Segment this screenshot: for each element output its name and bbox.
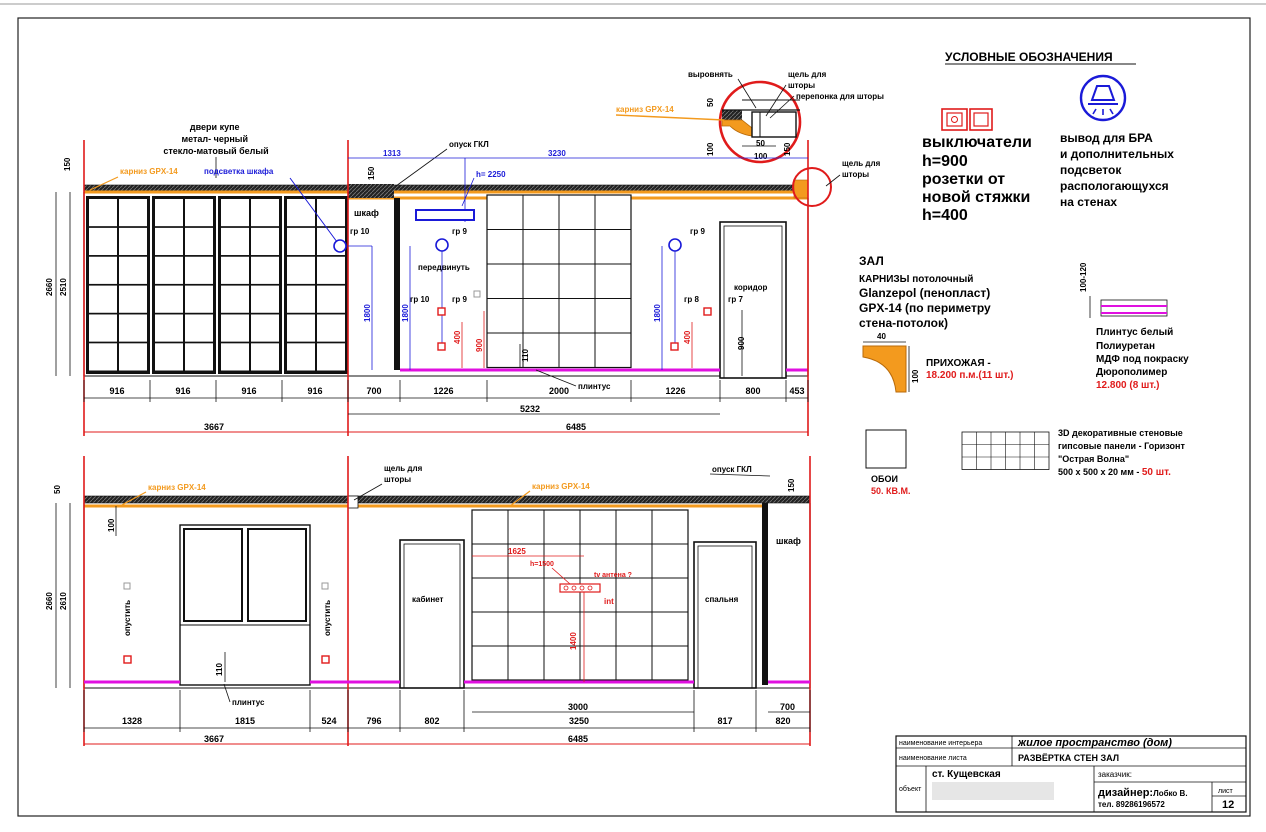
closet-door-pane: [317, 199, 345, 226]
closet-door-pane: [185, 314, 213, 341]
wallpaper-swatch: [866, 430, 906, 468]
svg-text:3230: 3230: [548, 149, 566, 158]
dimension-label: 796: [366, 716, 382, 726]
svg-text:100: 100: [754, 152, 768, 161]
closet-door-pane: [287, 257, 315, 284]
hall-qty: 18.200 п.м.(11 шт.): [926, 370, 1014, 381]
svg-text:гр 10: гр 10: [410, 295, 430, 304]
dimension-label: 1226: [665, 386, 686, 396]
list-number: 12: [1222, 799, 1235, 811]
svg-text:900: 900: [475, 338, 484, 352]
wallpaper-qty: 50. КВ.М.: [871, 486, 911, 496]
legend-plinth-text: Плинтус белый Полиуретан МДФ под покраску Дюрополимер: [1096, 327, 1189, 378]
closet-door-pane: [251, 286, 279, 313]
svg-text:700: 700: [780, 702, 796, 712]
dimension-label: 1226: [433, 386, 454, 396]
svg-text:передвинуть: передвинуть: [418, 263, 470, 272]
list-label: лист: [1218, 788, 1233, 795]
dimension-label: 3250: [568, 716, 590, 726]
designer-line: дизайнер:Лобко В.: [1098, 787, 1188, 799]
closet-door-pane: [119, 257, 147, 284]
object-label: объект: [899, 786, 922, 793]
closet-door-pane: [155, 228, 183, 255]
interior-label: наименование интерьера: [899, 740, 983, 747]
closet-door-pane: [119, 343, 147, 370]
svg-text:плинтус: плинтус: [232, 698, 265, 707]
closet-door-pane: [119, 314, 147, 341]
curtain-gap-detail: [616, 70, 884, 162]
svg-text:опустить: опустить: [323, 599, 332, 636]
svg-text:110: 110: [521, 349, 530, 362]
closet-door-pane: [251, 343, 279, 370]
closet-door-pane: [89, 343, 117, 370]
cornice-profile-icon: [863, 332, 920, 392]
closet-door-pane: [119, 199, 147, 226]
interior-value: жилое пространство (дом): [1018, 737, 1172, 749]
closet-door-pane: [317, 257, 345, 284]
svg-text:6485: 6485: [566, 422, 587, 432]
closet-door-pane: [287, 286, 315, 313]
closet-door-pane: [317, 314, 345, 341]
svg-text:спальня: спальня: [705, 595, 739, 604]
svg-text:int: int: [604, 597, 614, 606]
svg-text:2610: 2610: [59, 592, 68, 610]
svg-text:h= 2250: h= 2250: [476, 170, 506, 179]
svg-text:выровнять: выровнять: [688, 70, 733, 79]
wall-lamp-icon: [1081, 76, 1125, 120]
svg-text:150: 150: [787, 478, 796, 492]
dimension-label: 916: [241, 386, 257, 396]
dimension-label: 817: [717, 716, 733, 726]
svg-text:кабинет: кабинет: [412, 595, 444, 604]
closet-door-pane: [89, 199, 117, 226]
plinth-profile-icon: [1101, 300, 1167, 316]
dimension-chain-bottom: [84, 690, 810, 732]
plinth-dim: 100-120: [1079, 262, 1088, 292]
svg-text:плинтус: плинтус: [578, 382, 611, 391]
legend-title: УСЛОВНЫЕ ОБОЗНАЧЕНИЯ: [945, 50, 1113, 64]
svg-text:1800: 1800: [401, 304, 410, 322]
closet-door-pane: [317, 343, 345, 370]
dimension-label: 916: [307, 386, 323, 396]
svg-text:подсветка шкафа: подсветка шкафа: [204, 167, 274, 176]
dimension-label: 916: [175, 386, 191, 396]
dimension-label: 916: [109, 386, 125, 396]
closet-door-pane: [155, 257, 183, 284]
svg-text:100: 100: [911, 369, 920, 383]
svg-text:150: 150: [367, 166, 376, 180]
window-frame: [180, 525, 310, 685]
dimension-label: 453: [789, 386, 805, 396]
closet-door-pane: [155, 286, 183, 313]
customer-label: заказчик:: [1098, 770, 1132, 779]
wall-panel-grid-top: [487, 195, 631, 368]
svg-text:гр 9: гр 9: [452, 227, 467, 236]
svg-text:карниз GPX-14: карниз GPX-14: [616, 105, 674, 114]
svg-text:5232: 5232: [520, 404, 541, 414]
closet-door-pane: [119, 228, 147, 255]
closet-door-pane: [155, 343, 183, 370]
wallpaper-label: ОБОИ: [871, 474, 898, 484]
svg-text:1800: 1800: [363, 304, 372, 322]
tv-socket-block: [560, 584, 600, 592]
switch-symbol-icon: [942, 109, 992, 130]
svg-text:шкаф: шкаф: [354, 208, 379, 218]
svg-text:400: 400: [683, 330, 692, 344]
svg-text:гр 8: гр 8: [684, 295, 699, 304]
closet-door-pane: [185, 199, 213, 226]
top-elevation: [45, 122, 881, 436]
svg-text:щель для: щель для: [788, 70, 827, 79]
closet-door-pane: [287, 314, 315, 341]
closet-door-pane: [221, 286, 249, 313]
redacted-address: [932, 782, 1054, 800]
phone: тел. 89286196572: [1098, 800, 1165, 809]
svg-text:110: 110: [215, 663, 224, 676]
svg-text:опуск ГКЛ: опуск ГКЛ: [712, 465, 752, 474]
address-value: ст. Кущевская: [932, 769, 1001, 780]
svg-text:шторы: шторы: [384, 475, 412, 484]
closet-door-pane: [185, 257, 213, 284]
svg-text:1625: 1625: [508, 547, 526, 556]
closet-door-pane: [119, 286, 147, 313]
dimension-chain-top: [84, 380, 808, 402]
title-block: [896, 736, 1246, 812]
svg-text:шторы: шторы: [788, 81, 816, 90]
svg-text:h=1500: h=1500: [530, 561, 554, 568]
svg-text:шкаф: шкаф: [776, 536, 801, 546]
svg-text:2510: 2510: [59, 278, 68, 296]
svg-text:100: 100: [107, 518, 116, 532]
closet-door-pane: [155, 314, 183, 341]
bedroom-doorway: [694, 542, 756, 688]
svg-text:гр 9: гр 9: [452, 295, 467, 304]
legend-zal: ЗАЛ: [859, 254, 884, 268]
svg-text:1800: 1800: [653, 304, 662, 322]
closet-sliding-doors: [86, 196, 348, 374]
svg-text:перепонка для шторы: перепонка для шторы: [796, 92, 884, 101]
dimension-label: 820: [775, 716, 791, 726]
closet-door-pane: [221, 343, 249, 370]
closet-door-pane: [251, 228, 279, 255]
dimension-label: 700: [366, 386, 382, 396]
svg-text:50: 50: [53, 485, 62, 494]
closet-door-pane: [221, 228, 249, 255]
dimension-label: 2000: [548, 386, 570, 396]
svg-text:tv антена ?: tv антена ?: [594, 572, 632, 579]
svg-text:6485: 6485: [568, 734, 589, 744]
svg-text:щель для: щель для: [842, 159, 881, 168]
svg-text:2660: 2660: [45, 592, 54, 610]
legend: [859, 50, 1192, 496]
svg-text:гр 9: гр 9: [690, 227, 705, 236]
svg-text:400: 400: [453, 330, 462, 344]
svg-text:опуск ГКЛ: опуск ГКЛ: [449, 140, 489, 149]
tv-shelf-outline: [416, 210, 474, 220]
svg-text:гр 7: гр 7: [728, 295, 743, 304]
svg-text:3667: 3667: [204, 734, 225, 744]
svg-text:карниз GPX-14: карниз GPX-14: [148, 483, 206, 492]
svg-text:щель для: щель для: [384, 464, 423, 473]
closet-door-pane: [221, 199, 249, 226]
svg-text:гр 10: гр 10: [350, 227, 370, 236]
closet-door-pane: [185, 228, 213, 255]
legend-bra-text: вывод для БРА и дополнительных подсветок распологающухся на стенах: [1060, 131, 1174, 209]
cabinet-doorway: [400, 540, 464, 688]
svg-text:1313: 1313: [383, 149, 401, 158]
sheet-value: РАЗВЁРТКА СТЕН ЗАЛ: [1018, 753, 1120, 763]
dimension-label: 1815: [234, 716, 256, 726]
closet-door-pane: [251, 199, 279, 226]
svg-text:шторы: шторы: [842, 170, 870, 179]
svg-text:40: 40: [877, 332, 886, 341]
bottom-elevation: [45, 456, 810, 746]
sheet-label: наименование листа: [899, 755, 967, 762]
closet-door-pane: [89, 286, 117, 313]
legend-switches-text: выключатели h=900 розетки от новой стяжки h=400: [922, 134, 1032, 224]
closet-door-pane: [317, 286, 345, 313]
closet-door-pane: [89, 257, 117, 284]
closet-door-pane: [221, 314, 249, 341]
closet-door-pane: [287, 343, 315, 370]
svg-text:50: 50: [756, 139, 765, 148]
svg-text:3000: 3000: [568, 702, 589, 712]
svg-text:1400: 1400: [569, 632, 578, 650]
doors-note: двери купе метал- черный стекло-матовый белый: [163, 122, 269, 156]
panels-swatch: [962, 432, 1049, 470]
svg-text:2660: 2660: [45, 278, 54, 296]
legend-cornice-text: КАРНИЗЫ потолочный Glanzepol (пенопласт) GPX-14 (по периметру стена-потолок): [859, 274, 991, 330]
closet-door-pane: [221, 257, 249, 284]
hall-label: ПРИХОЖАЯ -: [926, 358, 991, 369]
dimension-label: 1328: [121, 716, 143, 726]
svg-text:150: 150: [783, 142, 792, 156]
closet-door-pane: [185, 286, 213, 313]
svg-text:100: 100: [706, 142, 715, 156]
closet-door-pane: [287, 199, 315, 226]
closet-door-pane: [185, 343, 213, 370]
closet-door-pane: [89, 228, 117, 255]
svg-text:опустить: опустить: [123, 599, 132, 636]
svg-text:900: 900: [737, 336, 746, 350]
dimension-label: 524: [321, 716, 337, 726]
closet-door-pane: [287, 228, 315, 255]
panels-size: 500 х 500 х 20 мм - 50 шт.: [1058, 467, 1171, 478]
svg-text:карниз GPX-14: карниз GPX-14: [120, 167, 178, 176]
legend-panels-text: 3D декоративные стеновые гипсовые панели - Горизонт "Острая Волна": [1058, 428, 1185, 464]
svg-text:3667: 3667: [204, 422, 225, 432]
closet-door-pane: [155, 199, 183, 226]
closet-door-pane: [251, 314, 279, 341]
svg-text:карниз GPX-14: карниз GPX-14: [532, 482, 590, 491]
dimension-label: 800: [745, 386, 761, 396]
plinth-qty: 12.800 (8 шт.): [1096, 380, 1160, 391]
dimension-label: 802: [424, 716, 440, 726]
wall-panel-grid-bottom: [472, 510, 688, 680]
svg-text:150: 150: [63, 157, 72, 171]
svg-text:50: 50: [706, 98, 715, 107]
closet-door-pane: [89, 314, 117, 341]
svg-text:коридор: коридор: [734, 283, 768, 292]
closet-door-pane: [251, 257, 279, 284]
